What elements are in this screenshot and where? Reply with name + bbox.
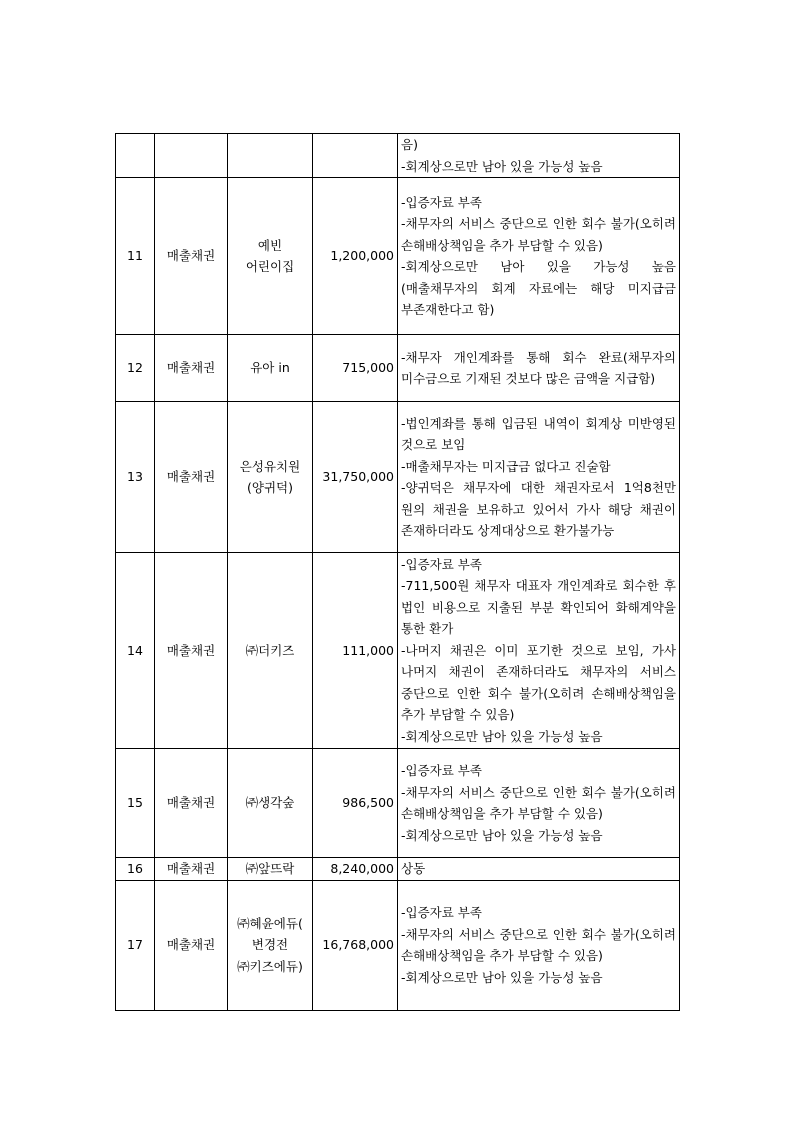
note-line: -입증자료 부족 (401, 556, 482, 572)
debtor-name (228, 335, 313, 402)
note-line: -채무자의 서비스 중단으로 인한 회수 불가(오히려 손해배상책임을 추가 부담할 수 있음) (401, 216, 676, 253)
table-row (116, 335, 680, 402)
claim-note (398, 402, 680, 553)
table-row (116, 749, 680, 858)
claim-amount: 8,240,000 (313, 858, 398, 881)
note-line: 음) (401, 137, 418, 152)
debtor-name-line: (양귀덕) (247, 480, 293, 495)
claim-type: 매출채권 (155, 858, 228, 881)
note-line: -회계상으로만 남아 있을 가능성 높음 (401, 827, 603, 843)
row-number: 17 (116, 880, 155, 1010)
debtor-name-line: ㈜키즈에듀) (237, 958, 303, 974)
note-line: -입증자료 부족 (401, 905, 482, 920)
debtor-name (228, 553, 313, 749)
note-line: -711,500원 채무자 대표자 개인계좌로 회수한 후 법인 비용으로 지출된 부분 확인되어 화해계약을 통한 환가 (401, 578, 676, 637)
claim-type: 매출채권 (155, 178, 228, 335)
claim-note (398, 858, 680, 881)
claim-note (398, 749, 680, 858)
table-row (116, 553, 680, 749)
debtor-name-line: 유아 in (250, 360, 290, 376)
debtor-name (228, 858, 313, 881)
row-number: 11 (116, 178, 155, 335)
note-line: -나머지 채권은 이미 포기한 것으로 보임, 가사 나머지 채권이 존재하더라도 채무자의 서비스 중단으로 인한 회수 불가(오히려 손해배상책임을 추가 부담할 수 있음) (401, 642, 676, 723)
debtor-name-line: ㈜혜윤에듀( (237, 915, 303, 931)
note-line: -채무자의 서비스 중단으로 인한 회수 불가(오히려 손해배상책임을 추가 부담할 수 있음) (401, 784, 676, 821)
claim-type: 매출채권 (155, 553, 228, 749)
debtor-name-line: ㈜더키즈 (245, 642, 295, 658)
note-line: -입증자료 부족 (401, 763, 482, 778)
note-line: -채무자 개인계좌를 통해 회수 완료(채무자의 미수금으로 기재된 것보다 많은 금액을 지급함) (401, 349, 676, 386)
debtor-name-line: 어린이집 (245, 259, 295, 274)
receivables-table-body (116, 134, 680, 1011)
note-line: -회계상으로만 남아 있을 가능성 높음 (401, 969, 603, 985)
note-line: -회계상으로만 남아 있을 가능성 높음 (401, 728, 603, 744)
claim-amount: 986,500 (313, 749, 398, 858)
claim-note (398, 178, 680, 335)
note-line: -입증자료 부족 (401, 194, 482, 210)
table-row (116, 134, 680, 178)
table-row (116, 178, 680, 335)
row-number: 13 (116, 402, 155, 553)
note-line: 상동 (401, 861, 426, 876)
note-line: -채무자의 서비스 중단으로 인한 회수 불가(오히려 손해배상책임을 추가 부담할 수 있음) (401, 926, 676, 963)
claim-type: 매출채권 (155, 749, 228, 858)
debtor-name-line: 은성유치원 (239, 458, 301, 474)
note-line: -법인계좌를 통해 입금된 내역이 회계상 미반영된 것으로 보임 (401, 415, 676, 452)
claim-amount: 111,000 (313, 553, 398, 749)
debtor-name-line: ㈜생각숲 (245, 795, 295, 811)
row-number (116, 134, 155, 178)
claim-amount: 715,000 (313, 335, 398, 402)
claim-type: 매출채권 (155, 880, 228, 1010)
note-line: -회계상으로만 남아 있을 가능성 높음(매출채무자의 회계 자료에는 해당 미지급금 부존재한다고 함) (401, 259, 676, 317)
debtor-name (228, 749, 313, 858)
claim-type: 매출채권 (155, 402, 228, 553)
debtor-name (228, 880, 313, 1010)
claim-note (398, 553, 680, 749)
debtor-name-line: 예빈 (257, 237, 283, 253)
table-row (116, 858, 680, 881)
claim-note (398, 335, 680, 402)
row-number: 15 (116, 749, 155, 858)
note-line: -매출채무자는 미지급금 없다고 진술함 (401, 458, 611, 474)
row-number: 12 (116, 335, 155, 402)
claim-type: 매출채권 (155, 335, 228, 402)
row-number: 16 (116, 858, 155, 881)
row-number: 14 (116, 553, 155, 749)
receivables-table (115, 133, 680, 1011)
table-row (116, 402, 680, 553)
debtor-name (228, 134, 313, 178)
claim-note (398, 134, 680, 178)
debtor-name-line: 변경전 (251, 937, 289, 953)
claim-amount (313, 134, 398, 178)
debtor-name-line: ㈜앞뜨락 (245, 861, 295, 876)
debtor-name (228, 178, 313, 335)
claim-amount: 16,768,000 (313, 880, 398, 1010)
claim-type (155, 134, 228, 178)
claim-amount: 1,200,000 (313, 178, 398, 335)
note-line: -회계상으로만 남아 있을 가능성 높음 (401, 158, 603, 174)
claim-note (398, 880, 680, 1010)
note-line: -양귀덕은 채무자에 대한 채권자로서 1억8천만 원의 채권을 보유하고 있어서 가사 해당 채권이 존재하더라도 상계대상으로 환가불가능 (401, 480, 676, 538)
table-row (116, 880, 680, 1010)
debtor-name (228, 402, 313, 553)
claim-amount: 31,750,000 (313, 402, 398, 553)
